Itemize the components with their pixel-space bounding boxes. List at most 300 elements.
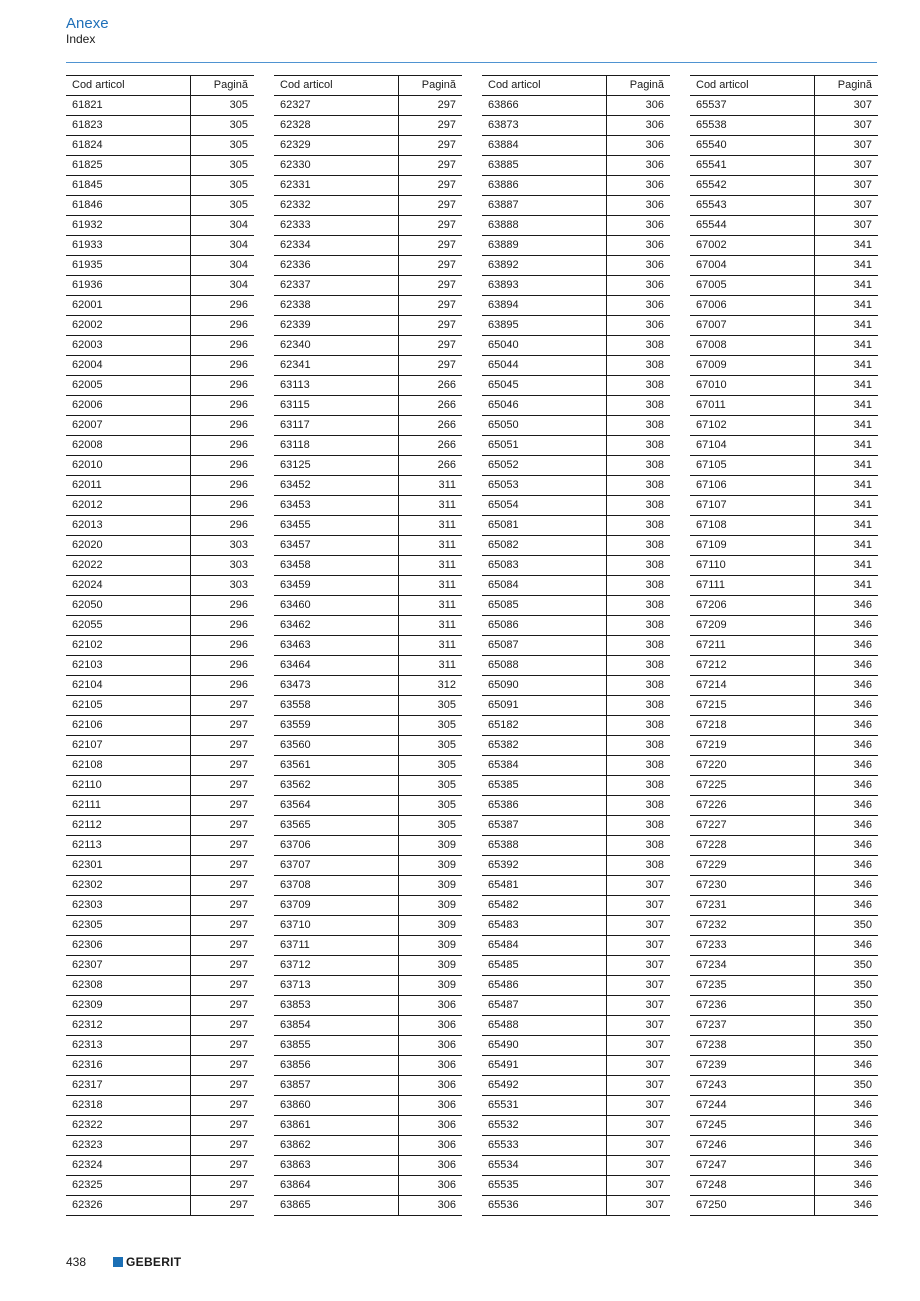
table-row bbox=[690, 1156, 878, 1176]
table-row bbox=[482, 756, 670, 776]
table-row bbox=[274, 1176, 462, 1196]
page-ref: 296 bbox=[191, 596, 255, 616]
table-row bbox=[66, 296, 254, 316]
table-row bbox=[274, 836, 462, 856]
page-ref: 307 bbox=[815, 116, 879, 136]
table-row bbox=[690, 96, 878, 116]
header-divider bbox=[66, 62, 877, 63]
page-ref: 346 bbox=[815, 1196, 879, 1216]
table-row bbox=[66, 256, 254, 276]
table-row bbox=[274, 976, 462, 996]
page-ref: 297 bbox=[191, 836, 255, 856]
table-row bbox=[482, 156, 670, 176]
article-code: 67228 bbox=[690, 836, 815, 856]
table-row bbox=[66, 476, 254, 496]
article-code: 65090 bbox=[482, 676, 607, 696]
table-row bbox=[482, 116, 670, 136]
article-code: 63457 bbox=[274, 536, 399, 556]
page-ref: 308 bbox=[607, 496, 671, 516]
table-row bbox=[66, 1056, 254, 1076]
page-ref: 305 bbox=[399, 776, 463, 796]
page-ref: 266 bbox=[399, 376, 463, 396]
page-ref: 346 bbox=[815, 776, 879, 796]
page-ref: 296 bbox=[191, 676, 255, 696]
page-ref: 308 bbox=[607, 836, 671, 856]
table-row bbox=[274, 1056, 462, 1076]
article-code: 65081 bbox=[482, 516, 607, 536]
article-code: 67243 bbox=[690, 1076, 815, 1096]
article-code: 63564 bbox=[274, 796, 399, 816]
table-row bbox=[482, 576, 670, 596]
page-ref: 297 bbox=[399, 356, 463, 376]
article-code: 62020 bbox=[66, 536, 191, 556]
article-code: 67246 bbox=[690, 1136, 815, 1156]
table-row bbox=[66, 896, 254, 916]
page-ref: 307 bbox=[607, 1176, 671, 1196]
article-code: 67250 bbox=[690, 1196, 815, 1216]
table-row bbox=[66, 496, 254, 516]
table-row bbox=[482, 316, 670, 336]
article-code: 63710 bbox=[274, 916, 399, 936]
article-code: 65053 bbox=[482, 476, 607, 496]
table-row bbox=[482, 536, 670, 556]
article-code: 61823 bbox=[66, 116, 191, 136]
article-code: 62323 bbox=[66, 1136, 191, 1156]
table-row bbox=[690, 356, 878, 376]
article-code: 63892 bbox=[482, 256, 607, 276]
page-ref: 309 bbox=[399, 976, 463, 996]
article-code: 65086 bbox=[482, 616, 607, 636]
article-code: 67230 bbox=[690, 876, 815, 896]
column-header-code: Cod articol bbox=[482, 76, 607, 96]
table-row bbox=[66, 516, 254, 536]
table-row bbox=[482, 1156, 670, 1176]
table-row bbox=[482, 516, 670, 536]
page-ref: 350 bbox=[815, 956, 879, 976]
article-code: 65543 bbox=[690, 196, 815, 216]
article-code: 62303 bbox=[66, 896, 191, 916]
page-ref: 296 bbox=[191, 436, 255, 456]
article-code: 67234 bbox=[690, 956, 815, 976]
table-row bbox=[482, 796, 670, 816]
table-row bbox=[690, 1016, 878, 1036]
article-code: 62308 bbox=[66, 976, 191, 996]
table-row bbox=[482, 936, 670, 956]
page-ref: 297 bbox=[191, 1176, 255, 1196]
table-row bbox=[482, 1136, 670, 1156]
article-code: 63854 bbox=[274, 1016, 399, 1036]
table-row bbox=[66, 976, 254, 996]
table-row bbox=[690, 316, 878, 336]
table-row bbox=[66, 536, 254, 556]
table-row bbox=[482, 236, 670, 256]
article-code: 63452 bbox=[274, 476, 399, 496]
page-ref: 308 bbox=[607, 436, 671, 456]
page-ref: 297 bbox=[191, 896, 255, 916]
index-table bbox=[482, 75, 670, 1216]
table-row bbox=[482, 896, 670, 916]
article-code: 67211 bbox=[690, 636, 815, 656]
page-ref: 307 bbox=[607, 976, 671, 996]
table-row bbox=[690, 896, 878, 916]
index-column-1 bbox=[66, 75, 254, 1216]
table-row bbox=[690, 256, 878, 276]
table-row bbox=[274, 476, 462, 496]
article-code: 63560 bbox=[274, 736, 399, 756]
page-ref: 297 bbox=[399, 196, 463, 216]
table-row bbox=[66, 636, 254, 656]
article-code: 62334 bbox=[274, 236, 399, 256]
page-ref: 307 bbox=[815, 176, 879, 196]
table-row bbox=[482, 276, 670, 296]
table-row bbox=[274, 736, 462, 756]
page-ref: 308 bbox=[607, 396, 671, 416]
table-row bbox=[482, 596, 670, 616]
article-code: 67248 bbox=[690, 1176, 815, 1196]
page-ref: 311 bbox=[399, 536, 463, 556]
page-ref: 305 bbox=[191, 156, 255, 176]
article-code: 63117 bbox=[274, 416, 399, 436]
article-code: 65483 bbox=[482, 916, 607, 936]
table-row bbox=[274, 296, 462, 316]
page-ref: 297 bbox=[191, 1056, 255, 1076]
article-code: 62341 bbox=[274, 356, 399, 376]
article-code: 67011 bbox=[690, 396, 815, 416]
page-ref: 341 bbox=[815, 396, 879, 416]
page-ref: 341 bbox=[815, 536, 879, 556]
table-row bbox=[482, 956, 670, 976]
page-ref: 341 bbox=[815, 276, 879, 296]
page-ref: 311 bbox=[399, 576, 463, 596]
table-row bbox=[482, 296, 670, 316]
article-code: 65485 bbox=[482, 956, 607, 976]
article-code: 63862 bbox=[274, 1136, 399, 1156]
table-row bbox=[690, 936, 878, 956]
article-code: 67247 bbox=[690, 1156, 815, 1176]
table-row bbox=[274, 236, 462, 256]
article-code: 65182 bbox=[482, 716, 607, 736]
section-subtitle: Index bbox=[66, 32, 96, 46]
article-code: 62001 bbox=[66, 296, 191, 316]
article-code: 65084 bbox=[482, 576, 607, 596]
page-ref: 297 bbox=[191, 816, 255, 836]
article-code: 63453 bbox=[274, 496, 399, 516]
page-ref: 308 bbox=[607, 776, 671, 796]
page-ref: 311 bbox=[399, 656, 463, 676]
page-ref: 306 bbox=[607, 96, 671, 116]
page-ref: 308 bbox=[607, 816, 671, 836]
article-code: 63706 bbox=[274, 836, 399, 856]
article-code: 62322 bbox=[66, 1116, 191, 1136]
page-ref: 296 bbox=[191, 376, 255, 396]
table-row bbox=[66, 916, 254, 936]
article-code: 67233 bbox=[690, 936, 815, 956]
table-row bbox=[690, 576, 878, 596]
article-code: 62006 bbox=[66, 396, 191, 416]
table-row bbox=[690, 536, 878, 556]
article-code: 65534 bbox=[482, 1156, 607, 1176]
page-ref: 305 bbox=[399, 696, 463, 716]
table-row bbox=[66, 796, 254, 816]
page-ref: 297 bbox=[191, 1196, 255, 1216]
article-code: 65533 bbox=[482, 1136, 607, 1156]
table-row bbox=[482, 456, 670, 476]
table-row bbox=[690, 296, 878, 316]
table-row bbox=[690, 1196, 878, 1216]
index-table bbox=[66, 75, 254, 1216]
article-code: 63558 bbox=[274, 696, 399, 716]
article-code: 63464 bbox=[274, 656, 399, 676]
article-code: 62002 bbox=[66, 316, 191, 336]
table-row bbox=[274, 856, 462, 876]
article-code: 62104 bbox=[66, 676, 191, 696]
article-code: 63559 bbox=[274, 716, 399, 736]
table-row bbox=[690, 116, 878, 136]
page-ref: 266 bbox=[399, 456, 463, 476]
table-row bbox=[274, 216, 462, 236]
article-code: 62110 bbox=[66, 776, 191, 796]
page-ref: 297 bbox=[191, 1116, 255, 1136]
page-ref: 306 bbox=[399, 1016, 463, 1036]
page-ref: 308 bbox=[607, 756, 671, 776]
page-ref: 266 bbox=[399, 396, 463, 416]
article-code: 63459 bbox=[274, 576, 399, 596]
article-code: 62318 bbox=[66, 1096, 191, 1116]
page-ref: 305 bbox=[399, 716, 463, 736]
article-code: 62010 bbox=[66, 456, 191, 476]
table-row bbox=[66, 996, 254, 1016]
page-ref: 306 bbox=[607, 236, 671, 256]
table-row bbox=[482, 636, 670, 656]
page-ref: 306 bbox=[607, 256, 671, 276]
page-ref: 308 bbox=[607, 716, 671, 736]
page-ref: 297 bbox=[191, 856, 255, 876]
table-row bbox=[482, 376, 670, 396]
article-code: 67107 bbox=[690, 496, 815, 516]
table-row bbox=[66, 1016, 254, 1036]
table-row bbox=[274, 596, 462, 616]
table-row bbox=[66, 836, 254, 856]
table-row bbox=[482, 136, 670, 156]
page-ref: 306 bbox=[607, 296, 671, 316]
table-row bbox=[66, 756, 254, 776]
table-row bbox=[274, 536, 462, 556]
article-code: 65487 bbox=[482, 996, 607, 1016]
article-code: 65045 bbox=[482, 376, 607, 396]
page-ref: 306 bbox=[607, 216, 671, 236]
article-code: 67010 bbox=[690, 376, 815, 396]
page-ref: 346 bbox=[815, 1056, 879, 1076]
table-row bbox=[274, 436, 462, 456]
page-ref: 307 bbox=[607, 1076, 671, 1096]
article-code: 62305 bbox=[66, 916, 191, 936]
table-row bbox=[66, 416, 254, 436]
article-code: 65091 bbox=[482, 696, 607, 716]
page-ref: 346 bbox=[815, 696, 879, 716]
table-row bbox=[274, 1116, 462, 1136]
article-code: 62326 bbox=[66, 1196, 191, 1216]
article-code: 65537 bbox=[690, 96, 815, 116]
table-row bbox=[274, 496, 462, 516]
article-code: 61821 bbox=[66, 96, 191, 116]
page-ref: 307 bbox=[607, 876, 671, 896]
table-row bbox=[66, 136, 254, 156]
table-row bbox=[274, 796, 462, 816]
article-code: 67106 bbox=[690, 476, 815, 496]
table-row bbox=[482, 556, 670, 576]
table-row bbox=[274, 1036, 462, 1056]
table-row bbox=[482, 816, 670, 836]
table-row bbox=[274, 696, 462, 716]
page-ref: 308 bbox=[607, 596, 671, 616]
page-ref: 306 bbox=[607, 276, 671, 296]
page-ref: 296 bbox=[191, 336, 255, 356]
page-ref: 309 bbox=[399, 896, 463, 916]
page-ref: 307 bbox=[607, 1036, 671, 1056]
article-code: 67219 bbox=[690, 736, 815, 756]
article-code: 67227 bbox=[690, 816, 815, 836]
page-ref: 341 bbox=[815, 436, 879, 456]
index-column-2 bbox=[274, 75, 462, 1216]
page-ref: 297 bbox=[191, 1036, 255, 1056]
article-code: 62332 bbox=[274, 196, 399, 216]
article-code: 67214 bbox=[690, 676, 815, 696]
article-code: 62022 bbox=[66, 556, 191, 576]
page-ref: 308 bbox=[607, 456, 671, 476]
article-code: 65085 bbox=[482, 596, 607, 616]
page-ref: 307 bbox=[607, 896, 671, 916]
page-ref: 297 bbox=[399, 176, 463, 196]
article-code: 67108 bbox=[690, 516, 815, 536]
page-ref: 311 bbox=[399, 596, 463, 616]
page-ref: 307 bbox=[607, 1016, 671, 1036]
table-row bbox=[274, 316, 462, 336]
article-code: 62329 bbox=[274, 136, 399, 156]
page-ref: 304 bbox=[191, 276, 255, 296]
article-code: 67002 bbox=[690, 236, 815, 256]
table-row bbox=[482, 676, 670, 696]
article-code: 62316 bbox=[66, 1056, 191, 1076]
table-row bbox=[274, 1156, 462, 1176]
page-ref: 308 bbox=[607, 856, 671, 876]
article-code: 62340 bbox=[274, 336, 399, 356]
page-ref: 308 bbox=[607, 356, 671, 376]
column-header-page: Pagină bbox=[191, 76, 255, 96]
page-ref: 296 bbox=[191, 616, 255, 636]
page-ref: 296 bbox=[191, 416, 255, 436]
article-code: 65054 bbox=[482, 496, 607, 516]
page-ref: 306 bbox=[399, 1176, 463, 1196]
table-row bbox=[66, 856, 254, 876]
page-ref: 309 bbox=[399, 856, 463, 876]
table-row bbox=[690, 1176, 878, 1196]
table-row bbox=[482, 656, 670, 676]
article-code: 65531 bbox=[482, 1096, 607, 1116]
column-header-code: Cod articol bbox=[274, 76, 399, 96]
table-row bbox=[66, 1076, 254, 1096]
article-code: 63113 bbox=[274, 376, 399, 396]
article-code: 61824 bbox=[66, 136, 191, 156]
page-ref: 307 bbox=[607, 936, 671, 956]
table-header-row bbox=[66, 76, 254, 96]
table-row bbox=[274, 516, 462, 536]
page-ref: 266 bbox=[399, 436, 463, 456]
article-code: 62330 bbox=[274, 156, 399, 176]
page-ref: 308 bbox=[607, 636, 671, 656]
table-row bbox=[66, 776, 254, 796]
page-ref: 346 bbox=[815, 1156, 879, 1176]
table-row bbox=[274, 116, 462, 136]
page-ref: 305 bbox=[191, 196, 255, 216]
page-ref: 346 bbox=[815, 716, 879, 736]
page-ref: 307 bbox=[815, 156, 879, 176]
article-code: 65083 bbox=[482, 556, 607, 576]
table-row bbox=[690, 776, 878, 796]
article-code: 65387 bbox=[482, 816, 607, 836]
table-row bbox=[690, 1096, 878, 1116]
page-ref: 306 bbox=[607, 316, 671, 336]
table-row bbox=[690, 396, 878, 416]
article-code: 67006 bbox=[690, 296, 815, 316]
table-row bbox=[482, 1196, 670, 1216]
page-ref: 306 bbox=[399, 1076, 463, 1096]
page-number: 438 bbox=[66, 1255, 87, 1269]
article-code: 63866 bbox=[482, 96, 607, 116]
article-code: 65040 bbox=[482, 336, 607, 356]
page-ref: 297 bbox=[191, 776, 255, 796]
table-row bbox=[690, 416, 878, 436]
table-row bbox=[690, 916, 878, 936]
table-row bbox=[66, 596, 254, 616]
page-ref: 341 bbox=[815, 456, 879, 476]
table-row bbox=[274, 576, 462, 596]
table-row bbox=[690, 616, 878, 636]
brand-name: GEBERIT bbox=[126, 1255, 182, 1269]
table-row bbox=[66, 936, 254, 956]
page-ref: 308 bbox=[607, 736, 671, 756]
article-code: 62011 bbox=[66, 476, 191, 496]
table-row bbox=[482, 916, 670, 936]
table-row bbox=[690, 1056, 878, 1076]
page-ref: 297 bbox=[399, 156, 463, 176]
table-row bbox=[482, 736, 670, 756]
article-code: 63888 bbox=[482, 216, 607, 236]
table-row bbox=[66, 656, 254, 676]
page-ref: 304 bbox=[191, 216, 255, 236]
page-ref: 346 bbox=[815, 896, 879, 916]
page-ref: 350 bbox=[815, 996, 879, 1016]
page-ref: 346 bbox=[815, 1096, 879, 1116]
table-row bbox=[482, 396, 670, 416]
table-row bbox=[690, 236, 878, 256]
page-ref: 297 bbox=[399, 276, 463, 296]
article-code: 62301 bbox=[66, 856, 191, 876]
table-row bbox=[690, 856, 878, 876]
section-title: Anexe bbox=[66, 15, 109, 32]
table-row bbox=[482, 1076, 670, 1096]
page-ref: 297 bbox=[191, 876, 255, 896]
page-ref: 346 bbox=[815, 676, 879, 696]
article-code: 65386 bbox=[482, 796, 607, 816]
table-row bbox=[274, 816, 462, 836]
table-row bbox=[482, 336, 670, 356]
page-ref: 346 bbox=[815, 876, 879, 896]
table-row bbox=[482, 616, 670, 636]
column-header-page: Pagină bbox=[815, 76, 879, 96]
article-code: 67009 bbox=[690, 356, 815, 376]
article-code: 65388 bbox=[482, 836, 607, 856]
table-row bbox=[482, 1016, 670, 1036]
